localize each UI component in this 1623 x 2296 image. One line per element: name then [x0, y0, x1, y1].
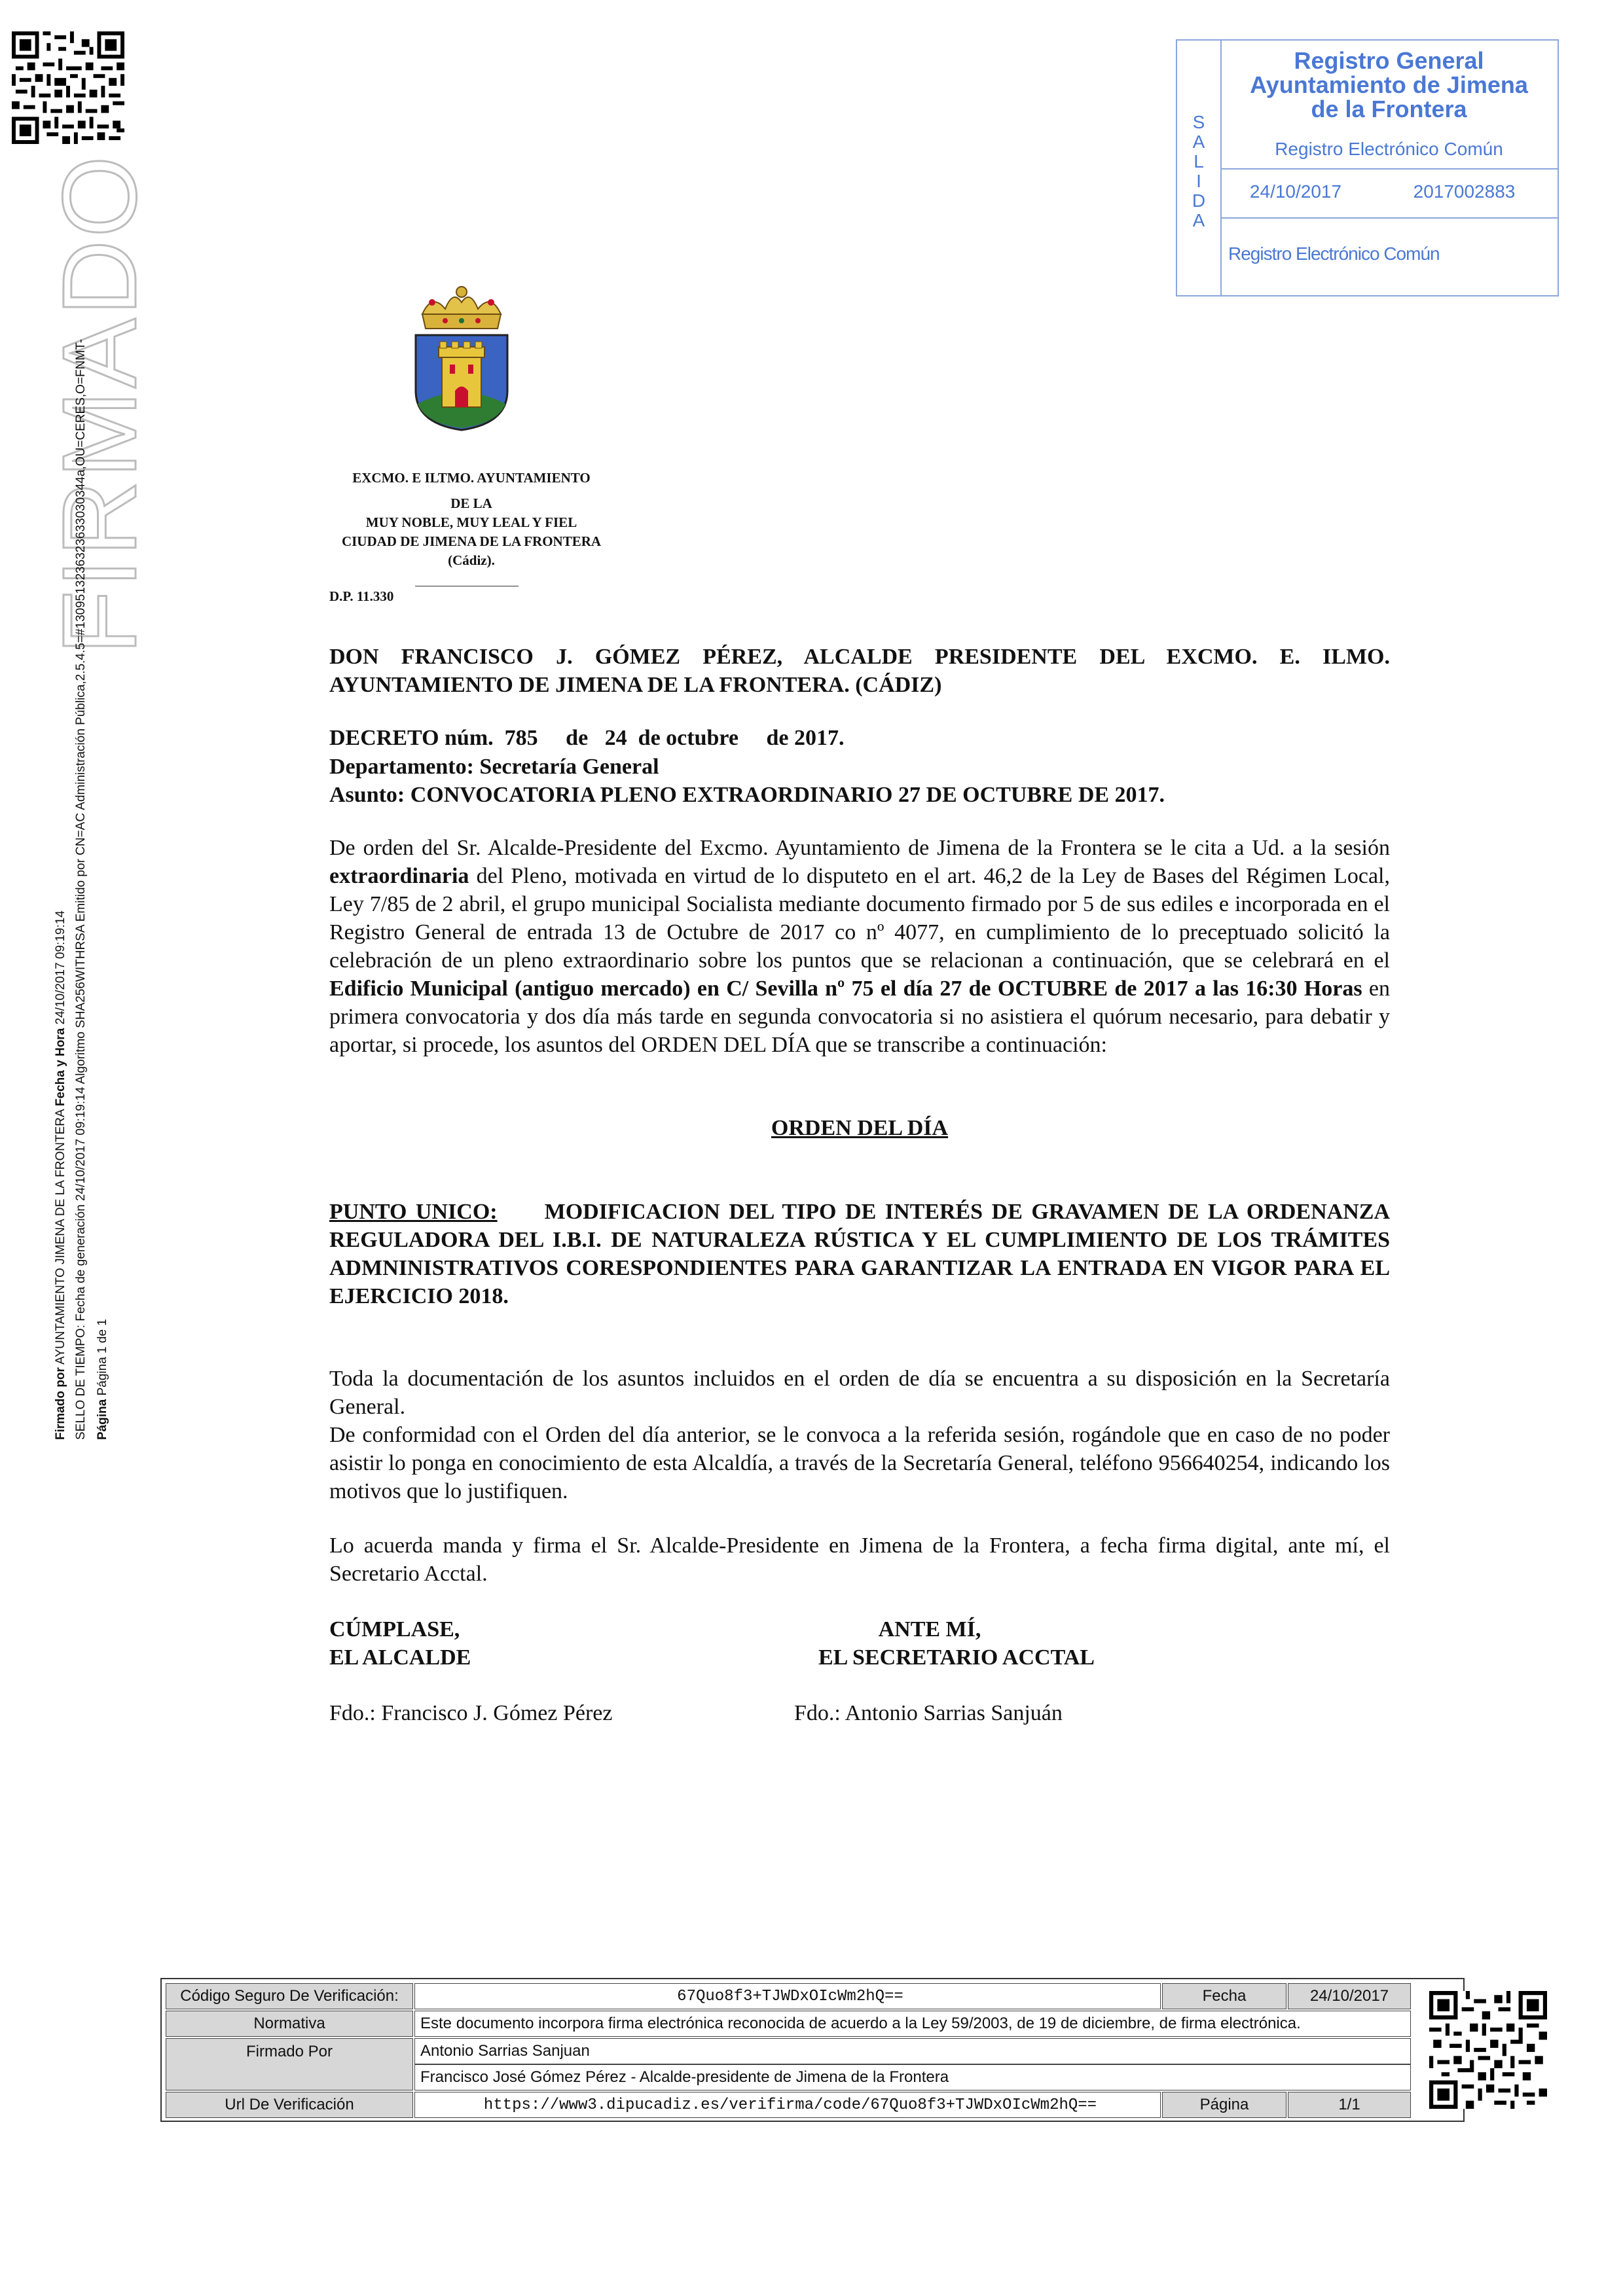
datetime-label: Fecha y Hora [54, 1028, 67, 1107]
stamp-title-line: Ayuntamiento de Jimena [1250, 71, 1528, 98]
header-line: (Cádiz). [448, 552, 495, 568]
paragraph-text: De orden del Sr. Alcalde-Presidente del Excmo. Ayuntamiento de Jimena de la Frontera se le cita a Ud. a la sesión [329, 836, 1390, 860]
paragraph-bold: Edificio Municipal (antiguo mercado) en C/ Sevilla nº 75 el día 27 de OCTUBRE de 2017 a las 16:30 Horas [329, 977, 1362, 1001]
document-heading-line-1: DON FRANCISCO J. GÓMEZ PÉREZ, ALCALDE PRESIDENTE DEL EXCMO. E. ILMO. [329, 645, 1390, 669]
page-value: 1/1 [1288, 2092, 1411, 2118]
datetime-value: 24/10/2017 09:19:14 [54, 910, 67, 1025]
stamp-letter: L [1194, 151, 1204, 171]
document-heading-line-2: AYUNTAMIENTO DE JIMENA DE LA FRONTERA. (CÁDIZ) [329, 673, 942, 697]
sign-right-name: Fdo.: Antonio Sarrias Sanjuán [794, 1701, 1063, 1725]
page-label: Página [96, 1399, 109, 1440]
signed-by-label: Firmado por [54, 1367, 67, 1440]
registry-stamp [1176, 39, 1559, 296]
signed-by-value: AYUNTAMIENTO JIMENA DE LA FRONTERA [54, 1109, 67, 1365]
header-line: EXCMO. E ILTMO. AYUNTAMIENTO [352, 470, 591, 486]
sign-right-line-1: ANTE MÍ, [878, 1617, 981, 1641]
documentation-paragraph: Toda la documentación de los asuntos incluidos en el orden de día se encuentra a su disposición en la Secretaría General. [329, 1367, 1390, 1419]
stamp-registry-name: Registro Electrónico Común [1275, 139, 1503, 159]
convocation-paragraph: De conformidad con el Orden del día anterior, se le convoca a la referida sesión, rogándole que en caso de no poder asistir lo ponga en conocimiento de esta Alcaldía, a través de la Secretaría General, teléfono 956640254, indicando los motivos que lo justifiquen. [329, 1423, 1390, 1503]
stamp-number: 2017002883 [1413, 181, 1516, 202]
stamp-divider [1220, 168, 1558, 170]
coat-of-arms-icon [406, 283, 517, 433]
postal-code: D.P. 11.330 [329, 588, 394, 604]
date-label: Fecha [1162, 1983, 1286, 2009]
sign-left-line-2: EL ALCALDE [329, 1645, 471, 1670]
paragraph-bold: extraordinaria [329, 864, 469, 888]
stamp-date: 24/10/2017 [1249, 181, 1342, 202]
signer-1: Antonio Sarrias Sanjuan [414, 2038, 1411, 2064]
stamp-letter: I [1196, 171, 1201, 191]
header-line: MUY NOBLE, MUY LEAL Y FIEL [365, 514, 577, 530]
stamp-title-line: de la Frontera [1311, 96, 1467, 122]
stamp-letter: A [1192, 132, 1205, 152]
page-label: Página [1162, 2092, 1286, 2118]
point-text: MODIFICACION DEL TIPO DE INTERÉS DE GRAVAMEN DE LA ORDENANZA REGULADORA DEL I.B.I. DE NATURALEZA RÚSTICA Y EL CUMPLIMIENTO DE LOS TRÁMITES ADMNINISTRATIVOS CORESPONDIENTES PARA GARANTIZAR LA ENTRADA EN VIGOR PARA EL EJERCICIO 2018. [329, 1200, 1391, 1308]
verification-table [160, 1978, 1465, 2122]
qr-code-top [12, 31, 124, 144]
agenda-point [329, 1198, 1390, 1310]
norm-value: Este documento incorpora firma electrónica reconocida de acuerdo a la Ley 59/2003, de 19 de diciembre, de firma electrónica. [414, 2011, 1411, 2037]
qr-code-bottom [1429, 1991, 1547, 2109]
paragraph-text: en primera convocatoria y dos día más tarde en segunda convocatoria si no asistiera el quórum necesario, para debatir y aportar, si procede, los asuntos del ORDEN DEL DÍA que se transcribe a continuación: [329, 977, 1390, 1057]
point-label: PUNTO UNICO: [329, 1200, 498, 1224]
stamp-title-line: Registro General [1294, 47, 1484, 74]
firmado-watermark: FIRMADO [41, 153, 158, 655]
stamp-letter: D [1192, 190, 1206, 211]
stamp-letter: A [1192, 210, 1205, 230]
paragraph-text: del Pleno, motivada en virtud de lo disputeto en el art. 46,2 de la Ley de Bases del Régimen Local, Ley 7/85 de 2 abril, el grupo municipal Socialista mediante documento firmado por 5 de sus ediles e incorporada en el Registro General de entrada 13 de Octubre de 2017 co nº 4077, en cumplimiento de lo preceptuado solicitó la celebración de un pleno extraordinario sobre los puntos que se relacionan a continuación, que se celebrará en el [329, 864, 1390, 973]
page-line [96, 1319, 110, 1440]
header-line: CIUDAD DE JIMENA DE LA FRONTERA [341, 533, 602, 549]
subject: Asunto: CONVOCATORIA PLENO EXTRAORDINARIO 27 DE OCTUBRE DE 2017. [329, 783, 1165, 807]
verification-url-link[interactable]: https://www3.dipucadiz.es/verifirma/code/67Quo8f3+TJWDxOIcWm2hQ== [414, 2092, 1161, 2118]
department: Departamento: Secretaría General [329, 755, 659, 779]
time-seal-line: SELLO DE TIEMPO: Fecha de generación 24/10/2017 09:19:14 Algoritmo SHA256WITHRSA Emitido por CN=AC Administración Pública,2.5.4.5=#1309513236323633030344a,OU=CERES,O=FNMT- [74, 338, 88, 1440]
csv-value: 67Quo8f3+TJWDxOIcWm2hQ== [414, 1983, 1161, 2009]
signed-by-label: Firmado Por [166, 2038, 413, 2090]
summons-paragraph [329, 834, 1390, 1059]
closing-paragraph: Lo acuerda manda y firma el Sr. Alcalde-Presidente en Jimena de la Frontera, a fecha firma digital, ante mí, el Secretario Acctal. [329, 1534, 1390, 1586]
url-label: Url De Verificación [166, 2092, 413, 2118]
stamp-registry-name-2: Registro Electrónico Común [1228, 243, 1440, 264]
decree-number: DECRETO núm. 785 de 24 de octubre de 2017. [329, 726, 845, 750]
signer-2: Francisco José Gómez Pérez - Alcalde-presidente de Jimena de la Frontera [414, 2064, 1411, 2090]
stamp-direction [1184, 113, 1214, 230]
header-line: DE LA [450, 495, 492, 511]
stamp-title [1220, 48, 1558, 121]
norm-label: Normativa [166, 2011, 413, 2037]
municipality-header [321, 469, 622, 570]
stamp-divider [1220, 217, 1558, 219]
agenda-title [329, 1114, 1390, 1142]
agenda-title-text: ORDEN DEL DÍA [771, 1116, 949, 1140]
sign-left-line-1: CÚMPLASE, [329, 1617, 460, 1641]
sign-right-line-2: EL SECRETARIO ACCTAL [818, 1645, 1095, 1670]
csv-label: Código Seguro De Verificación: [166, 1983, 413, 2009]
stamp-letter: S [1192, 112, 1205, 132]
page-value: Página 1 de 1 [96, 1319, 109, 1396]
signed-by-line [54, 910, 68, 1440]
date-value: 24/10/2017 [1288, 1983, 1411, 2009]
sign-left-name: Fdo.: Francisco J. Gómez Pérez [329, 1701, 613, 1725]
